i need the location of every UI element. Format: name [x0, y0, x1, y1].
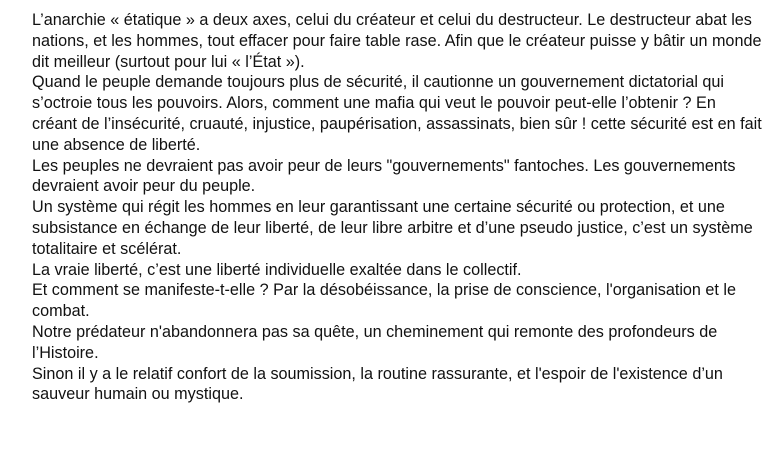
paragraph-1: L’anarchie « étatique » a deux axes, celui du créateur et celui du destructeur. Le destructeur abat les nations, et les hommes, tout effacer pour faire table rase. Afin que le créateur puisse y bâtir un monde dit meilleur (surtout pour lui « l’État »).: [32, 11, 762, 71]
paragraph-3: Les peuples ne devraient pas avoir peur de leurs "gouvernements" fantoches. Les gouvernements devraient avoir peur du peuple.: [32, 156, 736, 196]
paragraph-8: Sinon il y a le relatif confort de la soumission, la routine rassurante, et l'espoir de l'existence d’un sauveur humain ou mystique.: [32, 364, 723, 404]
paragraph-4: Un système qui régit les hommes en leur garantissant une certaine sécurité ou protection, et une subsistance en échange de leur liberté, de leur libre arbitre et d’une pseudo justice, c’est un système totalitaire et scélérat.: [32, 198, 753, 258]
paragraph-2: Quand le peuple demande toujours plus de sécurité, il cautionne un gouvernement dictatorial qui s’octroie tous les pouvoirs. Alors, comment une mafia qui veut le pouvoir peut-elle l’obtenir ? En créant de l’insécurité, cruauté, injustice, paupérisation, assassinats, bien sûr ! cette sécurité est en fait une absence de liberté.: [32, 73, 762, 154]
paragraph-7: Notre prédateur n'abandonnera pas sa quête, un cheminement qui remonte des profondeurs de l’Histoire.: [32, 322, 718, 362]
document-body: [32, 10, 762, 405]
paragraph-6: Et comment se manifeste-t-elle ? Par la désobéissance, la prise de conscience, l'organisation et le combat.: [32, 281, 737, 321]
paragraph-5: La vraie liberté, c’est une liberté individuelle exaltée dans le collectif.: [32, 260, 522, 279]
